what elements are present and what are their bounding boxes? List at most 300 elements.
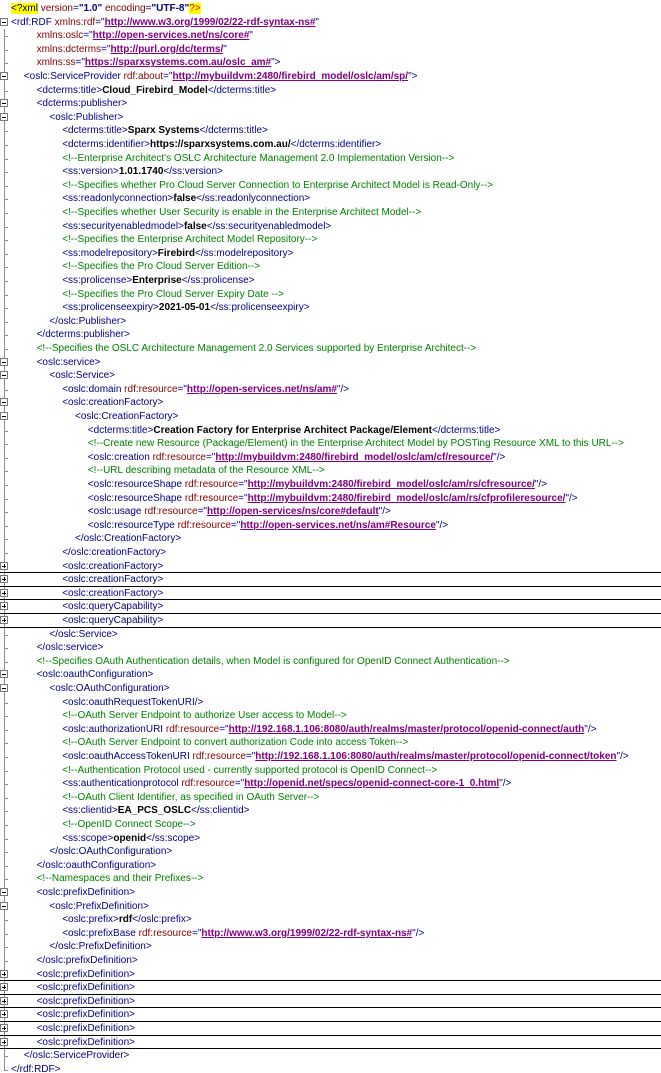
xml-line-text [37,29,253,43]
xml-token: </oslc:CreationFactory> [75,533,182,545]
expand-icon[interactable] [0,589,8,597]
tree-branch-tick [4,553,8,554]
tree-gutter [0,492,9,506]
xml-token: <oslc:prefixDefinition> [36,1036,135,1048]
tree-guide-line [4,1049,5,1056]
xml-token: <dcterms:title> [62,125,128,137]
xml-line-text [62,791,319,805]
xml-token: <oslc:oauthAccessTokenURI [62,751,193,762]
xml-line-text [62,220,331,234]
xml-line-text [62,206,421,220]
xml-token: rdf:resource [177,519,231,531]
expand-icon[interactable] [0,970,8,978]
tree-branch-tick [4,50,8,51]
tree-gutter [0,845,9,859]
tree-branch-tick [4,716,8,717]
xml-token: </oslc:creationFactory> [62,547,167,558]
collapse-icon[interactable] [0,412,8,420]
tree-gutter [0,301,9,315]
xml-token: <ss:modelrepository> [62,247,158,259]
xml-line [0,342,661,356]
xml-token: " [249,30,253,42]
tree-gutter [0,369,9,383]
xml-line [0,56,661,70]
xml-line-text [62,152,454,166]
xml-token: </dcterms:title> [199,125,268,137]
tree-branch-tick [4,281,8,282]
xml-line-text [11,2,201,16]
tree-branch-tick [4,1070,8,1071]
xml-line [0,641,661,655]
collapsed-node-row [0,587,661,601]
tree-gutter [0,410,9,424]
tree-gutter [0,56,9,70]
xml-line-text [37,56,281,70]
collapse-icon[interactable] [0,902,8,910]
xml-line [0,369,661,383]
xml-token: "/> [616,751,629,762]
xml-line [0,736,661,750]
xml-line [0,478,661,492]
xml-line [0,383,661,397]
xml-token: <oslc:resourceType [87,519,178,531]
xml-token: <oslc:resourceShape [87,479,185,490]
tree-gutter [0,818,9,832]
xml-token: =" [177,383,187,395]
collapse-icon[interactable] [0,113,8,121]
tree-guide-line [4,532,5,539]
uri-link[interactable]: http://mybuildvm:2480/firebird_model/oslc/am/rs/cfresource/ [247,479,535,490]
xml-line-text [37,859,157,873]
xml-token: <ss:readonlyconnection> [62,193,174,205]
xml-line-text [11,1063,60,1073]
tree-gutter [0,97,9,111]
tree-guide-line [4,315,5,322]
tree-gutter [0,315,9,329]
xml-token: =" [197,506,207,518]
xml-token: xmlns:dcterms [36,43,102,55]
tree-gutter [0,138,9,152]
tree-gutter [0,206,9,220]
tree-gutter [0,84,9,98]
tree-gutter [0,152,9,166]
uri-link[interactable]: https://sparxsystems.com.au/oslc_am# [84,57,272,69]
uri-link[interactable]: http://www.w3.org/1999/02/22-rdf-syntax-ns# [201,927,413,939]
tree-gutter [0,165,9,179]
tree-gutter [0,424,9,438]
xml-token: =" [95,16,105,28]
xml-line [0,437,661,451]
tree-branch-tick [4,920,8,921]
tree-branch-tick [4,159,8,160]
xml-line [0,709,661,723]
tree-gutter [0,954,9,968]
tree-gutter [0,859,9,873]
tree-gutter [0,696,9,710]
collapsed-node-row [0,968,661,982]
xml-line [0,260,661,274]
collapse-icon[interactable] [0,670,8,678]
xml-token: </ss:scope> [146,832,201,844]
uri-link[interactable]: http://open-services.net/ns/core# [92,30,250,42]
xml-line-text [88,451,506,465]
xml-token: false [183,220,207,232]
xml-line-text [49,628,117,642]
xml-line [0,492,661,506]
tree-gutter [0,464,9,478]
collapsed-node-row [0,614,661,628]
xml-line [0,179,661,193]
xml-token: "UTF-8" [151,3,190,14]
xml-line [0,233,661,247]
xml-line [0,70,661,84]
xml-line-text [62,124,268,138]
collapsed-node-row [0,1008,661,1022]
tree-gutter [0,981,9,995]
expand-icon[interactable] [0,1038,8,1046]
xml-token: =" [163,71,173,82]
xml-comment: <!--OAuth Server Endpoint to authorize User access to Model--> [62,710,347,722]
tree-gutter [0,587,9,601]
xml-line-text [62,764,437,778]
tree-guide-line [4,328,5,335]
tree-gutter [0,274,9,288]
xml-line-text [88,424,501,438]
tree-branch-tick [4,635,8,636]
xml-token: =" [191,927,202,939]
xml-token: Firebird [157,247,196,259]
xml-token: rdf:resource [124,383,178,395]
tree-gutter [0,736,9,750]
tree-branch-tick [4,662,8,663]
xml-line [0,886,661,900]
xml-token: xmlns:oslc [36,30,84,42]
tree-gutter [0,628,9,642]
xml-token: "> [408,71,418,82]
tree-gutter [0,396,9,410]
xml-token: " [315,16,319,28]
xml-token: xmlns:ss [36,57,76,69]
xml-comment: <!--Authentication Protocol used - currently supported protocol is OpenID Connect--> [62,764,438,776]
xml-line-text [49,900,149,914]
xml-line-text [37,655,510,669]
tree-branch-tick [4,1056,8,1057]
uri-link[interactable]: http://mybuildvm:2480/firebird_model/oslc/am/cf/resource/ [215,451,494,463]
xml-line-text [37,668,154,682]
xml-token: rdf:resource [144,506,198,518]
xml-token: "/> [565,492,578,504]
xml-token: =" [230,519,241,531]
xml-line-text [62,274,254,288]
xml-token: <oslc:queryCapability> [62,615,164,626]
xml-token: Sparx Systems [127,125,200,137]
xml-line-text [62,560,163,574]
tree-gutter [0,723,9,737]
xml-token: =" [238,492,248,504]
collapse-icon[interactable] [0,358,8,366]
xml-token: =" [205,451,216,463]
xml-line-text [62,383,349,397]
xml-line-text [49,111,123,125]
collapse-icon[interactable] [0,72,8,80]
xml-line [0,696,661,710]
tree-gutter [0,220,9,234]
xml-line-text [37,641,104,655]
xml-token: "1.0" [78,3,103,14]
xml-token: </ss:modelrepository> [195,247,294,259]
tree-branch-tick [4,254,8,255]
tree-gutter [0,995,9,1009]
xml-token: <oslc:prefixDefinition> [36,1009,135,1021]
expand-icon[interactable] [0,1024,8,1032]
xml-token: <oslc:creationFactory> [62,397,164,409]
xml-line [0,1063,661,1073]
xml-token: <oslc:prefixDefinition> [36,995,135,1007]
tree-gutter [0,1008,9,1022]
xml-line-text [62,233,317,247]
xml-token: =" [101,43,111,55]
tree-branch-tick [4,471,8,472]
uri-link[interactable]: http://openid.net/specs/openid-connect-core-1_0.html [244,778,500,790]
tree-gutter [0,70,9,84]
tree-branch-tick [4,63,8,64]
collapse-icon[interactable] [0,888,8,896]
xml-token: ?> [189,3,201,14]
xml-line-text [62,396,163,410]
xml-token: 1.01.1740 [118,166,164,178]
collapsed-node-row [0,573,661,587]
xml-line [0,764,661,778]
tree-branch-tick [4,390,8,391]
xml-line [0,111,661,125]
xml-line [0,913,661,927]
xml-token: rdf:resource [138,927,192,939]
xml-token: </ss:securityenabledmodel> [206,220,332,232]
uri-link[interactable]: http://purl.org/dc/terms/ [110,43,224,55]
xml-token: <oslc:creationFactory> [62,587,164,599]
collapsed-node-row [0,1022,661,1036]
uri-link[interactable]: http://open-services/ns/core#default [206,506,379,518]
xml-line [0,859,661,873]
tree-branch-tick [4,852,8,853]
tree-guide-line [4,546,5,553]
xml-token: <oslc:CreationFactory> [75,411,179,422]
xml-line-text [37,43,227,57]
xml-line-text [62,723,596,737]
xml-token: = [145,3,152,14]
tree-branch-tick [4,771,8,772]
xml-line [0,396,661,410]
xml-line-text [62,301,309,315]
xml-line [0,532,661,546]
xml-comment: <!--OpenID Connect Scope--> [62,819,196,830]
tree-branch-tick [4,335,8,336]
xml-token: </oslc:prefix> [132,914,192,926]
collapse-icon[interactable] [0,398,8,406]
uri-link[interactable]: http://www.w3.org/1999/02/22-rdf-syntax-ns# [104,16,316,28]
xml-line [0,274,661,288]
tree-branch-tick [4,240,8,241]
xml-line-text [49,940,151,954]
xml-token: rdf [118,914,133,926]
expand-icon[interactable] [0,602,8,610]
xml-line [0,655,661,669]
xml-comment: <!--Specifies the OSLC Architecture Management 2.0 Services supported by Enterprise Architect--> [36,343,477,354]
tree-gutter [0,29,9,43]
tree-branch-tick [4,145,8,146]
xml-line-text [49,845,172,859]
expand-icon[interactable] [0,997,8,1005]
xml-line-text [37,981,135,995]
expand-icon[interactable] [0,575,8,583]
xml-comment: <!--Specifies the Pro Cloud Server Expiry Date --> [62,288,284,300]
expand-icon[interactable] [0,1010,8,1018]
xml-line-text [62,165,223,179]
collapsed-node-row [0,995,661,1009]
xml-token: <oslc:prefixDefinition> [36,887,135,898]
uri-link[interactable]: http://192.168.1.106:8080/auth/realms/master/protocol/openid-connect/token [255,751,617,762]
collapsed-node-row [0,1036,661,1050]
tree-gutter [0,43,9,57]
uri-link[interactable]: http://open-services.net/ns/am# [186,383,337,395]
tree-gutter [0,804,9,818]
xml-token: </oslc:Publisher> [49,315,127,327]
xml-line [0,900,661,914]
tree-branch-tick [4,539,8,540]
collapse-icon[interactable] [0,18,8,26]
xml-token: <oslc:prefixBase [62,927,139,939]
xml-line-text [62,260,260,274]
xml-line [0,1049,661,1063]
tree-gutter [0,124,9,138]
xml-line-text [37,1008,135,1022]
xml-token: </oslc:Service> [49,628,118,640]
xml-line-text [62,913,192,927]
expand-icon[interactable] [0,562,8,570]
xml-token: </oslc:service> [36,642,104,654]
xml-line [0,29,661,43]
xml-token: <oslc:creation [87,451,153,463]
tree-gutter [0,328,9,342]
xml-token: </dcterms:title> [432,424,501,436]
tree-branch-tick [4,322,8,323]
xml-line-text [37,954,138,968]
tree-branch-tick [4,227,8,228]
xml-token: <oslc:creationFactory> [62,560,164,572]
tree-branch-tick [4,757,8,758]
xml-line [0,818,661,832]
xml-comment: <!--OAuth Server Endpoint to convert authorization Code into access Token--> [62,737,409,749]
tree-gutter [0,260,9,274]
collapse-icon[interactable] [0,371,8,379]
xml-token: <oslc:prefixDefinition> [36,982,135,994]
xml-line-text [62,804,249,818]
tree-guide-line [4,641,5,648]
tree-gutter [0,519,9,533]
xml-line [0,2,661,16]
tree-gutter [0,927,9,941]
xml-line [0,682,661,696]
xml-line-text [62,818,195,832]
xml-line [0,165,661,179]
tree-branch-tick [4,526,8,527]
tree-guide-line [4,845,5,852]
expand-icon[interactable] [0,616,8,624]
xml-token: </dcterms:title> [207,84,277,96]
tree-gutter [0,451,9,465]
xml-token: "/> [336,383,350,395]
xml-line [0,927,661,941]
xml-token: <oslc:prefixDefinition> [36,968,135,980]
xml-token: <oslc:authorizationURI [62,723,166,735]
tree-branch-tick [4,431,8,432]
xml-token: openid [113,832,147,844]
collapse-icon[interactable] [0,684,8,692]
uri-link[interactable]: http://mybuildvm:2480/firebird_model/oslc/am/sp/ [172,71,409,82]
xml-token: <dcterms:publisher> [36,98,128,110]
tree-gutter [0,832,9,846]
tree-gutter [0,505,9,519]
xml-line-text [24,70,418,84]
xml-token: <oslc:prefix> [62,914,119,926]
tree-gutter [0,668,9,682]
xml-line [0,16,661,30]
xml-line [0,791,661,805]
tree-gutter [0,764,9,778]
expand-icon[interactable] [0,983,8,991]
collapse-icon[interactable] [0,99,8,107]
xml-line-text [11,16,319,30]
xml-token: </oslc:OAuthConfiguration> [49,846,173,858]
tree-branch-tick [4,648,8,649]
xml-line-text [62,777,511,791]
xml-token: "/> [534,479,548,490]
uri-link[interactable]: http://mybuildvm:2480/firebird_model/oslc/am/rs/cfprofileresource/ [247,492,566,504]
tree-gutter [0,247,9,261]
xml-line-text [49,369,115,383]
xml-line-text [62,573,163,587]
tree-branch-tick [4,743,8,744]
tree-branch-tick [4,825,8,826]
uri-link[interactable]: http://192.168.1.106:8080/auth/realms/master/protocol/openid-connect/auth [228,723,585,735]
uri-link[interactable]: http://open-services.net/ns/am#Resource [240,519,436,531]
xml-token: rdf:resource [181,778,235,790]
xml-line-text [88,478,547,492]
xml-line [0,328,661,342]
tree-gutter [0,791,9,805]
xml-line-text [62,192,310,206]
tree-gutter [0,1063,9,1073]
xml-token: <oslc:queryCapability> [62,601,164,613]
xml-token: Cloud_Firebird_Model [102,84,208,96]
collapsed-node-row [0,560,661,574]
xml-line-text [62,288,284,302]
xml-token: "/> [499,778,512,790]
xml-line-text [62,736,408,750]
tree-gutter [0,709,9,723]
xml-token: <ss:authenticationprotocol [62,778,182,790]
xml-line [0,505,661,519]
tree-branch-tick [4,879,8,880]
xml-token: </oslc:prefixDefinition> [36,955,138,966]
xml-line-text [88,505,391,519]
xml-line [0,152,661,166]
xml-line [0,97,661,111]
xml-line-text [37,872,204,886]
xml-token: rdf:resource [165,723,220,735]
xml-line [0,356,661,370]
xml-comment: <!--Enterprise Architect's OSLC Architecture Management 2.0 Implementation Version--> [62,152,455,164]
